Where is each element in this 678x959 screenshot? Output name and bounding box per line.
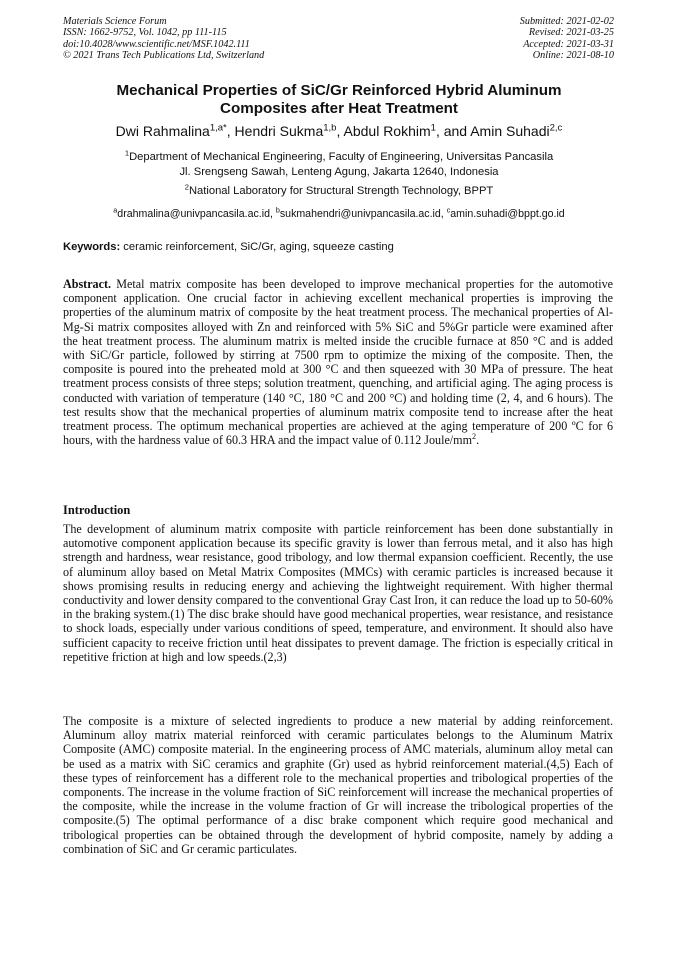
keywords	[63, 240, 615, 254]
author-name: Dwi Rahmalina	[115, 123, 210, 139]
author-list	[63, 122, 615, 140]
affiliation-1-line-1: Department of Mechanical Engineering, Faculty of Engineering, Universitas Pancasila	[129, 151, 554, 163]
abstract-unit-exponent: 2	[471, 432, 477, 442]
author-affiliation-mark: 1,a*	[209, 122, 227, 134]
date-accepted: Accepted: 2021-03-31	[523, 38, 614, 50]
paper-title	[63, 82, 615, 118]
keywords-label: Keywords:	[63, 241, 121, 253]
author-affiliation-mark: 1	[430, 122, 436, 134]
author-affiliation-mark: 1,b	[323, 122, 337, 134]
intro-paragraph-2: The composite is a mixture of selected ingredients to produce a new material by adding reinforcement. Aluminum alloy matrix material reinforced with ceramic particulates belongs to the Aluminum Matrix Composite (AMC) composite material. In the engineering process of AMC materials, aluminum alloy metal can be used as a matrix with SiC ceramics and graphite (Gr) used as hybrid reinforcement material.(4,5) Each of these types of reinforcement has a different role to the mechanical properties and tribological properties of the components. The increase in the volume fraction of SiC reinforcement will increase the mechanical properties of the composite, while the increase in the volume fraction of Gr will increase the tribological properties of the composite.(5) The optimal performance of a disc brake component which require good mechanical and tribological properties can be obtained through the development of hybrid composite, namely by adding a combination of SiC and Gr ceramic particulates.	[63, 714, 613, 856]
affiliation-mark: 1	[124, 148, 130, 158]
affiliation-1	[63, 150, 615, 179]
abstract	[63, 277, 613, 447]
author-separator: ,	[336, 123, 344, 139]
journal-issn: ISSN: 1662-9752, Vol. 1042, pp 111-115	[63, 27, 227, 39]
affiliation-2	[63, 184, 615, 199]
journal-doi: doi:10.4028/www.scientific.net/MSF.1042.111	[63, 38, 250, 50]
intro-paragraph-1: The development of aluminum matrix composite with particle reinforcement has been done substantially in automotive component application because its specific gravity is lower than ferrous metal, and it also has high strength and hardness, wear resistance, good tribology, and low thermal expansion coefficient. Recently, the use of aluminum alloy based on Metal Matrix Composites (MMCs) with ceramic particles is increased because it shows promising results in reducing energy and achieving the lightweight requirement. With higher thermal conductivity and lower density compared to the conventional Gray Cast Iron, it can reduce the load up to 50-60% in the braking system.(1) The disc brake should have good mechanical properties, wear resistance, and resistance to shock loads, especially under various conditions of speed, temperature, and environment. It should also have sufficient capacity to receive friction until heat dissipates to prevent damage. The friction is especially critical in repetitive friction at high and low speeds.(2,3)	[63, 522, 613, 664]
affiliation-1-line-2: Jl. Srengseng Sawah, Lenteng Agung, Jakarta 12640, Indonesia	[179, 165, 499, 178]
email-mark: a	[113, 205, 118, 215]
email-separator: ,	[440, 208, 447, 220]
abstract-end: .	[476, 433, 480, 448]
journal-name: Materials Science Forum	[63, 16, 167, 27]
date-online: Online: 2021-08-10	[532, 49, 614, 61]
submission-dates	[520, 16, 614, 61]
journal-info	[63, 16, 264, 61]
title-line-2: Composites after Heat Treatment	[219, 100, 458, 117]
email-mark: c	[446, 205, 451, 215]
email-separator: ,	[269, 208, 276, 220]
author-separator: ,	[226, 123, 235, 139]
date-revised: Revised: 2021-03-25	[528, 27, 614, 39]
email-link[interactable]: amin.suhadi@bppt.go.id	[450, 208, 565, 220]
abstract-label: Abstract.	[63, 277, 112, 291]
author-name: Hendri Sukma	[234, 123, 324, 139]
title-line-1: Mechanical Properties of SiC/Gr Reinforced Hybrid Aluminum	[116, 82, 562, 99]
author-name: Amin Suhadi	[470, 123, 550, 139]
author-separator: , and	[435, 123, 471, 139]
section-heading-introduction: Introduction	[63, 503, 131, 517]
email-link[interactable]: sukmahendri@univpancasila.ac.id	[279, 208, 441, 220]
keywords-text: ceramic reinforcement, SiC/Gr, aging, squeeze casting	[120, 241, 394, 253]
abstract-text: Metal matrix composite has been developed to improve mechanical properties for the automotive component application. One crucial factor in achieving excellent mechanical properties is improving the properties of the aluminum matrix of composite by the heat treatment process. The mechanical properties of Al-Mg-Si matrix composites alloyed with Zn and reinforced with 5% SiC and 5%Gr particle were examined after the heat treatment process. The aluminum matrix is melted inside the crucible furnace at 850 °C and is added with SiC/Gr particle, followed by stirring at 7500 rpm to optimize the mixing of the composite. Then, the composite is poured into the preheated mold at 300 °C and then squeezed with 30 MPa of pressure. The heat treatment process consists of three steps; solution treatment, quenching, and artificial aging. The aging process is conducted with variation of temperature (140 °C, 180 °C and 200 °C) and holding time (2, 4, and 6 hours). The test results show that the mechanical properties of aluminum matrix composite tend to increase after the heat treatment process. The optimum mechanical properties are achieved at the aging temperature of 200 ºC for 6 hours, with the hardness value of 60.3 HRA and the impact value of 0.112 Joule/mm	[63, 277, 613, 448]
author-affiliation-mark: 2,c	[549, 122, 563, 134]
affiliation-2-line-1: National Laboratory for Structural Strength Technology, BPPT	[188, 185, 494, 197]
email-mark: b	[275, 205, 280, 215]
affiliation-mark: 2	[184, 182, 189, 192]
email-link[interactable]: drahmalina@univpancasila.ac.id	[117, 208, 270, 220]
date-submitted: Submitted: 2021-02-02	[519, 16, 614, 27]
author-name: Abdul Rokhim	[343, 123, 431, 139]
journal-copyright: © 2021 Trans Tech Publications Ltd, Switzerland	[63, 49, 265, 61]
email-list	[63, 207, 615, 221]
